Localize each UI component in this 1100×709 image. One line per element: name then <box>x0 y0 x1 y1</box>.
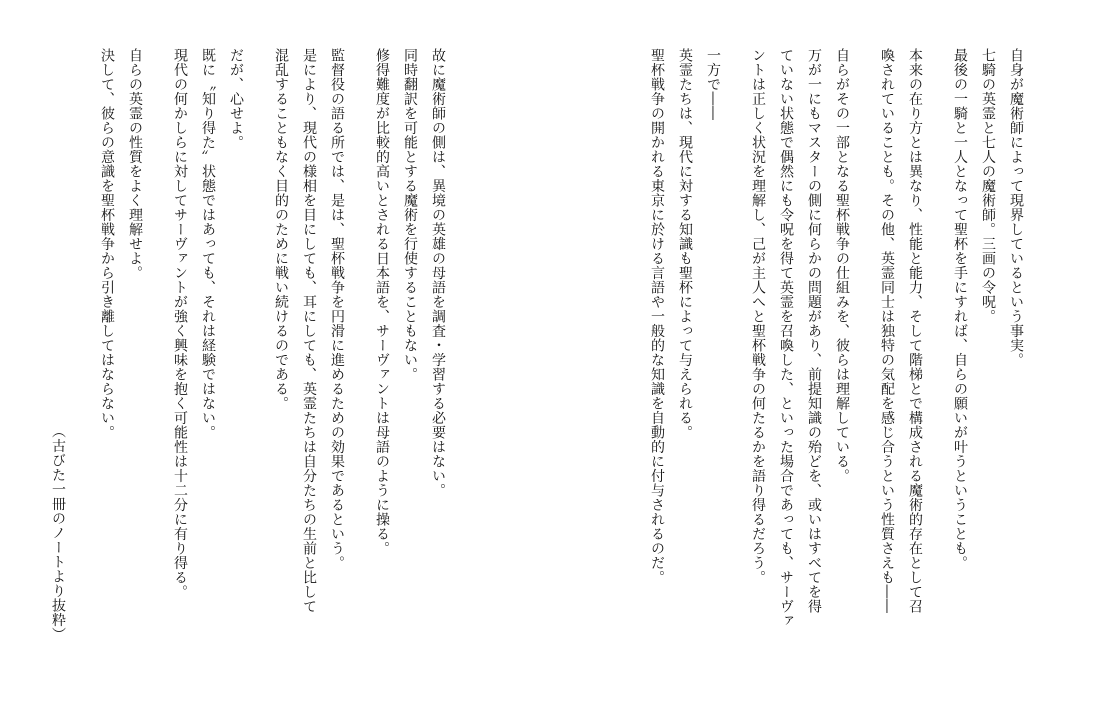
text-line: 修得難度が比較的高いとされる日本語を、サーヴァントは母語のように操る。 <box>374 48 390 556</box>
text-line: 聖杯戦争の開かれる東京に於ける言語や一般的な知識を自動的に付与されるのだ。 <box>649 48 665 585</box>
text-line: ントは正しく状況を理解し、己が主人へと聖杯戦争の何たるかを語り得るだろう。 <box>750 48 766 585</box>
text-line: 本来の在り方とは異なり、性能と能力、そして階梯とで構成される魔術的存在として召 <box>907 48 923 614</box>
text-line: 現代の何かしらに対してサーヴァントが強く興味を抱く可能性は十二分に有り得る。 <box>172 48 188 599</box>
text-line: 一方で―― <box>705 48 721 121</box>
text-line: だが、心せよ。 <box>228 48 244 150</box>
text-line: 自らがその一部となる聖杯戦争の仕組みを、彼らは理解している。 <box>834 48 850 483</box>
text-line: 既に〝知り得た〟状態ではあっても、それは経験ではない。 <box>200 48 216 440</box>
source-note: （古びた一冊のノートより抜粋） <box>50 424 66 642</box>
text-line: 英霊たちは、現代に対する知識も聖杯によって与えられる。 <box>677 48 693 440</box>
text-line: 決して、彼らの意識を聖杯戦争から引き離してはならない。 <box>99 48 115 440</box>
text-line: 自らの英霊の性質をよく理解せよ。 <box>127 48 143 280</box>
text-line: 最後の一騎と一人となって聖杯を手にすれば、自らの願いが叶うということも。 <box>952 48 968 570</box>
text-line: 同時翻訳を可能とする魔術を行使することもない。 <box>402 48 418 382</box>
text-line: 故に魔術師の側は、異境の英雄の母語を調査・学習する必要はない。 <box>430 48 446 498</box>
text-line: 喚されていることも。その他、英霊同士は独特の気配を感じ合うという性質さえも―― <box>879 48 895 614</box>
text-line: 監督役の語る所では、是は、聖杯戦争を円滑に進めるための効果であるという。 <box>329 48 345 570</box>
text-line: 是により、現代の様相を目にしても、耳にしても、英霊たちは自分たちの生前と比して <box>301 48 317 614</box>
text-line: 七騎の英霊と七人の魔術師。三画の令呪。 <box>980 48 996 324</box>
text-line: 自身が魔術師によって現界しているという事実。 <box>1008 48 1024 367</box>
text-line: ていない状態で偶然にも令呪を得て英霊を召喚した、といった場合であっても、サーヴァ <box>778 48 794 628</box>
text-line: 混乱することもなく目的のために戦い続けるのである。 <box>273 48 289 411</box>
text-line: 万が一にもマスターの側に何らかの問題があり、前提知識の殆どを、或いはすべてを得 <box>806 48 822 614</box>
